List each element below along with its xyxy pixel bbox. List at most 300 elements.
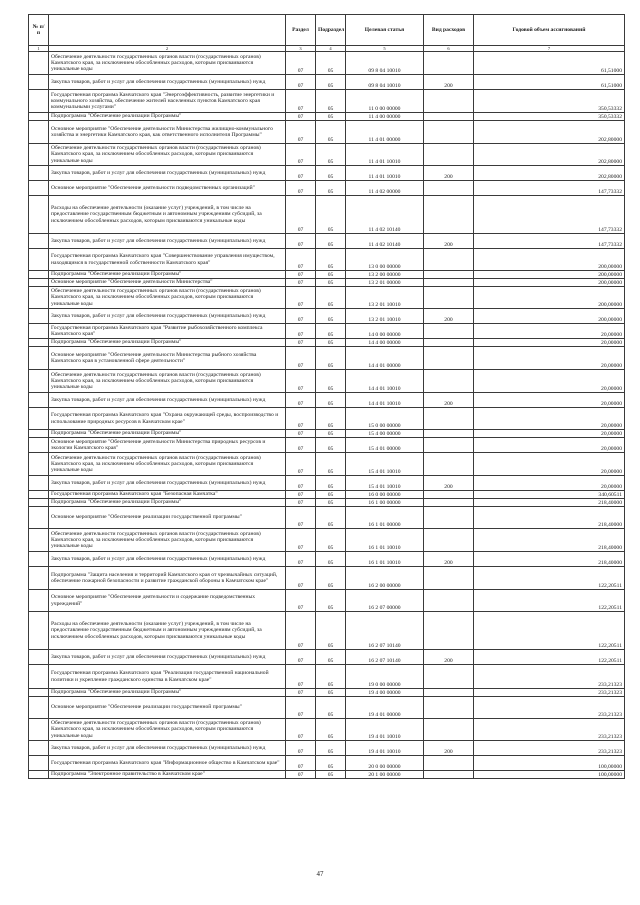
num-cell: [29, 121, 49, 144]
row-amount: 218,40000: [474, 552, 625, 567]
row-section: 07: [286, 249, 316, 271]
row-target: 15 4 01 00000: [346, 438, 424, 453]
row-target: 16 2 07 00000: [346, 590, 424, 612]
row-subsection: 05: [316, 438, 346, 453]
row-amount: 233,21323: [474, 689, 625, 697]
row-name: Государственная программа Камчатского края "Охрана окружающей среды, воспроизводство и использование природных ресурсов в Камчатском крае": [49, 408, 286, 430]
row-subsection: 05: [316, 665, 346, 689]
row-section: 07: [286, 697, 316, 719]
table-row: [29, 665, 625, 689]
row-section: 07: [286, 689, 316, 697]
row-amount: 147,73332: [474, 196, 625, 234]
row-section: 07: [286, 741, 316, 756]
row-expense: [424, 438, 474, 453]
row-name: Основное мероприятие "Обеспечение деятельности Министерства природных ресурсов и экологии Камчатского края": [49, 438, 286, 453]
table-row: [29, 324, 625, 339]
row-name: Обеспечение деятельности государственных органов власти (государственных органов) Камчатского края, за исключением обособленных расходов, которым присваиваются уникальные коды: [49, 287, 286, 309]
num-cell: [29, 52, 49, 75]
num-cell: [29, 339, 49, 347]
row-amount: 218,40000: [474, 529, 625, 552]
budget-table: [28, 14, 625, 779]
table-row: [29, 113, 625, 121]
row-expense: [424, 279, 474, 287]
row-target: 14 4 00 00000: [346, 339, 424, 347]
row-expense: [424, 52, 474, 75]
row-name: Государственная программа Камчатского края "Реализация государственной национальной политики и укрепление гражданского единства в Камчатском крае": [49, 665, 286, 689]
row-target: 19 4 01 10010: [346, 741, 424, 756]
table-row: [29, 75, 625, 90]
row-section: 07: [286, 650, 316, 665]
table-row: [29, 438, 625, 453]
row-amount: 200,00000: [474, 249, 625, 271]
num-cell: [29, 741, 49, 756]
num-cell: [29, 612, 49, 650]
row-target: 14 4 01 10010: [346, 393, 424, 408]
row-target: 11 4 01 10010: [346, 166, 424, 181]
row-subsection: 05: [316, 567, 346, 590]
row-section: 07: [286, 453, 316, 476]
num-cell: [29, 453, 49, 476]
row-expense: [424, 719, 474, 741]
row-section: 07: [286, 719, 316, 741]
row-name: Закупка товаров, работ и услуг для обеспечения государственных (муниципальных) нужд: [49, 75, 286, 90]
table-row: [29, 408, 625, 430]
row-name: Государственная программа Камчатского края "Информационное общество в Камчатском крае": [49, 756, 286, 771]
row-target: 15 4 01 10010: [346, 453, 424, 476]
row-target: 11 0 00 00000: [346, 90, 424, 113]
row-name: Основное мероприятие "Обеспечение деятельности и содержание подведомственных учреждений": [49, 590, 286, 612]
table-row: [29, 249, 625, 271]
row-subsection: 05: [316, 756, 346, 771]
row-target: 13 2 01 00000: [346, 279, 424, 287]
row-name: Подпрограмма "Обеспечение реализации Программы": [49, 430, 286, 438]
row-subsection: 05: [316, 476, 346, 491]
row-expense: 200: [424, 650, 474, 665]
table-row: [29, 309, 625, 324]
num-cell: [29, 430, 49, 438]
row-amount: 340,60511: [474, 491, 625, 499]
row-name: Закупка товаров, работ и услуг для обеспечения государственных (муниципальных) нужд: [49, 393, 286, 408]
row-target: 11 4 00 00000: [346, 113, 424, 121]
row-target: 19 4 01 00000: [346, 697, 424, 719]
row-subsection: 05: [316, 347, 346, 370]
row-subsection: 05: [316, 75, 346, 90]
num-cell: [29, 181, 49, 196]
num-cell: [29, 287, 49, 309]
row-section: 07: [286, 438, 316, 453]
num-cell: [29, 279, 49, 287]
row-name: Обеспечение деятельности государственных органов власти (государственных органов) Камчатского края, за исключением обособленных расходов, которым присваиваются уникальные коды: [49, 52, 286, 75]
row-name: Основное мероприятие "Обеспечение деятельности подведомственных организаций": [49, 181, 286, 196]
row-target: 20 0 00 00000: [346, 756, 424, 771]
row-section: 07: [286, 665, 316, 689]
row-subsection: 05: [316, 430, 346, 438]
row-expense: 200: [424, 552, 474, 567]
row-amount: 20,00000: [474, 339, 625, 347]
row-section: 07: [286, 491, 316, 499]
num-cell: [29, 166, 49, 181]
row-subsection: 05: [316, 771, 346, 779]
row-subsection: 05: [316, 719, 346, 741]
col-header-annual: Годовой объем ассигнований: [474, 15, 625, 46]
row-target: 11 4 02 10140: [346, 234, 424, 249]
row-expense: [424, 287, 474, 309]
table-row: [29, 279, 625, 287]
row-subsection: 05: [316, 52, 346, 75]
row-name: Основное мероприятие "Обеспечение деятельности Министерства рыбного хозяйства Камчатского края в установленной сфере деятельности": [49, 347, 286, 370]
table-row: [29, 287, 625, 309]
row-amount: 147,73332: [474, 234, 625, 249]
num-cell: [29, 771, 49, 779]
row-expense: [424, 507, 474, 529]
row-section: 07: [286, 90, 316, 113]
row-amount: 100,00000: [474, 771, 625, 779]
row-target: 19 4 01 10010: [346, 719, 424, 741]
row-name: Подпрограмма "Защита населения и территорий Камчатского края от чрезвычайных ситуаций, обеспечение пожарной безопасности и развитие гражданской обороны в Камчатском крае": [49, 567, 286, 590]
num-cell: [29, 756, 49, 771]
row-target: 16 2 00 00000: [346, 567, 424, 590]
table-header-row: [29, 15, 625, 46]
num-cell: [29, 650, 49, 665]
col-number: 3: [286, 46, 316, 52]
row-name: Государственная программа Камчатского края "Развитие рыбохозяйственного комплекса Камчатского края": [49, 324, 286, 339]
col-header-expense: Вид расходов: [424, 15, 474, 46]
row-name: Расходы на обеспечение деятельности (оказание услуг) учреждений, в том числе на предоставление государственным бюджетным и автономным учреждениям субсидий, за исключением обособленных расходов, которым присваиваются уникальные коды: [49, 196, 286, 234]
row-name: Подпрограмма "Электронное правительство в Камчатском крае": [49, 771, 286, 779]
num-cell: [29, 697, 49, 719]
table-row: [29, 650, 625, 665]
table-row: [29, 166, 625, 181]
row-amount: 202,80000: [474, 166, 625, 181]
table-row: [29, 590, 625, 612]
col-header-target: Целевая статья: [346, 15, 424, 46]
table-row: [29, 741, 625, 756]
col-number: 2: [49, 46, 286, 52]
row-target: 14 4 01 00000: [346, 347, 424, 370]
row-subsection: 05: [316, 249, 346, 271]
row-subsection: 05: [316, 491, 346, 499]
row-expense: [424, 113, 474, 121]
table-row: [29, 499, 625, 507]
row-section: 07: [286, 309, 316, 324]
num-cell: [29, 689, 49, 697]
row-amount: 200,00000: [474, 287, 625, 309]
row-name: Основное мероприятие "Обеспечение деятельности Министерства": [49, 279, 286, 287]
row-section: 07: [286, 507, 316, 529]
row-subsection: 05: [316, 612, 346, 650]
row-expense: [424, 408, 474, 430]
col-header-subsection: Подраздел: [316, 15, 346, 46]
row-subsection: 05: [316, 121, 346, 144]
num-cell: [29, 491, 49, 499]
row-subsection: 05: [316, 181, 346, 196]
table-row: [29, 121, 625, 144]
row-target: 14 4 01 10010: [346, 370, 424, 393]
row-target: 13 2 00 00000: [346, 271, 424, 279]
row-expense: 200: [424, 393, 474, 408]
num-cell: [29, 144, 49, 166]
row-name: Подпрограмма "Обеспечение реализации Программы": [49, 113, 286, 121]
num-cell: [29, 249, 49, 271]
row-subsection: 05: [316, 279, 346, 287]
num-cell: [29, 90, 49, 113]
row-section: 07: [286, 529, 316, 552]
table-row: [29, 271, 625, 279]
row-expense: [424, 499, 474, 507]
table-row: [29, 612, 625, 650]
row-subsection: 05: [316, 113, 346, 121]
row-expense: [424, 491, 474, 499]
num-cell: [29, 196, 49, 234]
row-name: Закупка товаров, работ и услуг для обеспечения государственных (муниципальных) нужд: [49, 234, 286, 249]
row-section: 07: [286, 279, 316, 287]
row-expense: [424, 249, 474, 271]
row-name: Основное мероприятие "Обеспечение реализации государственной программы": [49, 507, 286, 529]
row-name: Государственная программа Камчатского края "Энергоэффективность, развитие энергетики и коммунального хозяйства, обеспечение жителей населенных пунктов Камчатского края коммунальными услугами": [49, 90, 286, 113]
page-number: 47: [316, 870, 324, 878]
row-section: 07: [286, 370, 316, 393]
row-subsection: 05: [316, 552, 346, 567]
row-target: 16 2 07 10140: [346, 612, 424, 650]
row-target: 13 0 00 00000: [346, 249, 424, 271]
table-body: [29, 52, 625, 779]
row-subsection: 05: [316, 529, 346, 552]
row-amount: 20,00000: [474, 430, 625, 438]
row-section: 07: [286, 121, 316, 144]
row-name: Обеспечение деятельности государственных органов власти (государственных органов) Камчатского края, за исключением обособленных расходов, которым присваиваются уникальные коды: [49, 370, 286, 393]
row-target: 16 1 01 10010: [346, 529, 424, 552]
row-amount: 20,00000: [474, 438, 625, 453]
row-subsection: 05: [316, 287, 346, 309]
row-expense: [424, 529, 474, 552]
row-expense: [424, 665, 474, 689]
row-target: 16 1 00 00000: [346, 499, 424, 507]
row-section: 07: [286, 756, 316, 771]
table-row: [29, 689, 625, 697]
row-section: 07: [286, 612, 316, 650]
table-row: [29, 52, 625, 75]
row-target: 13 2 01 10010: [346, 309, 424, 324]
col-header-num: № п/п: [29, 15, 49, 46]
table-row: [29, 181, 625, 196]
row-section: 07: [286, 324, 316, 339]
col-number: 5: [346, 46, 424, 52]
row-target: 16 1 01 00000: [346, 507, 424, 529]
row-amount: 20,00000: [474, 408, 625, 430]
num-cell: [29, 75, 49, 90]
table-row: [29, 491, 625, 499]
row-subsection: 05: [316, 499, 346, 507]
row-subsection: 05: [316, 339, 346, 347]
row-section: 07: [286, 166, 316, 181]
row-expense: [424, 370, 474, 393]
row-section: 07: [286, 567, 316, 590]
budget-sheet: [28, 14, 624, 779]
row-name: Подпрограмма "Обеспечение реализации Программы": [49, 339, 286, 347]
row-expense: 200: [424, 234, 474, 249]
num-cell: [29, 590, 49, 612]
row-subsection: 05: [316, 393, 346, 408]
row-name: Основное мероприятие "Обеспечение реализации государственной программы": [49, 697, 286, 719]
row-target: 16 1 01 10010: [346, 552, 424, 567]
row-section: 07: [286, 144, 316, 166]
row-subsection: 05: [316, 741, 346, 756]
row-expense: [424, 567, 474, 590]
row-amount: 20,00000: [474, 324, 625, 339]
num-cell: [29, 271, 49, 279]
num-cell: [29, 507, 49, 529]
row-section: 07: [286, 476, 316, 491]
num-cell: [29, 408, 49, 430]
row-amount: 122,20511: [474, 590, 625, 612]
num-cell: [29, 113, 49, 121]
row-name: Подпрограмма "Обеспечение реализации Программы": [49, 689, 286, 697]
row-expense: [424, 697, 474, 719]
row-expense: [424, 324, 474, 339]
row-amount: 20,00000: [474, 347, 625, 370]
col-number: 1: [29, 46, 49, 52]
row-name: Обеспечение деятельности государственных органов власти (государственных органов) Камчатского края, за исключением обособленных расходов, которым присваиваются уникальные коды: [49, 144, 286, 166]
table-row: [29, 771, 625, 779]
row-subsection: 05: [316, 507, 346, 529]
row-amount: 20,00000: [474, 393, 625, 408]
row-amount: 200,00000: [474, 271, 625, 279]
num-cell: [29, 347, 49, 370]
row-amount: 233,21323: [474, 665, 625, 689]
row-amount: 61,51000: [474, 75, 625, 90]
num-cell: [29, 309, 49, 324]
row-expense: [424, 430, 474, 438]
row-subsection: 05: [316, 370, 346, 393]
table-row: [29, 476, 625, 491]
row-expense: [424, 271, 474, 279]
row-amount: 233,21323: [474, 697, 625, 719]
row-expense: [424, 347, 474, 370]
row-subsection: 05: [316, 144, 346, 166]
num-cell: [29, 529, 49, 552]
table-row: [29, 507, 625, 529]
row-target: 15 0 00 00000: [346, 408, 424, 430]
table-row: [29, 144, 625, 166]
row-name: Закупка товаров, работ и услуг для обеспечения государственных (муниципальных) нужд: [49, 309, 286, 324]
row-target: 19 0 00 00000: [346, 665, 424, 689]
num-cell: [29, 393, 49, 408]
row-subsection: 05: [316, 324, 346, 339]
table-row: [29, 697, 625, 719]
row-amount: 218,40000: [474, 507, 625, 529]
row-amount: 350,53332: [474, 90, 625, 113]
row-amount: 100,00000: [474, 756, 625, 771]
num-cell: [29, 370, 49, 393]
row-subsection: 05: [316, 408, 346, 430]
row-name: Закупка товаров, работ и услуг для обеспечения государственных (муниципальных) нужд: [49, 552, 286, 567]
row-expense: [424, 90, 474, 113]
row-amount: 202,80000: [474, 144, 625, 166]
row-target: 15 4 01 10010: [346, 476, 424, 491]
row-name: Закупка товаров, работ и услуг для обеспечения государственных (муниципальных) нужд: [49, 650, 286, 665]
row-section: 07: [286, 113, 316, 121]
row-section: 07: [286, 499, 316, 507]
row-section: 07: [286, 347, 316, 370]
row-target: 20 1 00 00000: [346, 771, 424, 779]
table-row: [29, 552, 625, 567]
row-amount: 20,00000: [474, 370, 625, 393]
table-row: [29, 756, 625, 771]
row-target: 11 4 01 10010: [346, 144, 424, 166]
row-section: 07: [286, 393, 316, 408]
row-section: 07: [286, 196, 316, 234]
row-section: 07: [286, 771, 316, 779]
row-amount: 122,20511: [474, 612, 625, 650]
row-amount: 202,80000: [474, 121, 625, 144]
row-name: Подпрограмма "Обеспечение реализации Программы": [49, 271, 286, 279]
row-amount: 200,00000: [474, 309, 625, 324]
num-cell: [29, 719, 49, 741]
row-expense: [424, 590, 474, 612]
row-amount: 20,00000: [474, 476, 625, 491]
row-expense: [424, 771, 474, 779]
table-row: [29, 196, 625, 234]
num-cell: [29, 665, 49, 689]
num-cell: [29, 234, 49, 249]
row-section: 07: [286, 408, 316, 430]
row-target: 09 8 04 10010: [346, 75, 424, 90]
row-subsection: 05: [316, 166, 346, 181]
row-subsection: 05: [316, 650, 346, 665]
row-amount: 122,20511: [474, 567, 625, 590]
row-name: Подпрограмма "Обеспечение реализации Программы": [49, 499, 286, 507]
table-row: [29, 430, 625, 438]
row-amount: 122,20511: [474, 650, 625, 665]
num-cell: [29, 552, 49, 567]
table-row: [29, 339, 625, 347]
row-expense: [424, 612, 474, 650]
row-name: Государственная программа Камчатского края "Совершенствование управления имуществом, находящимся в государственной собственности Камчатского края": [49, 249, 286, 271]
row-section: 07: [286, 52, 316, 75]
num-cell: [29, 438, 49, 453]
row-amount: 350,53332: [474, 113, 625, 121]
row-name: Закупка товаров, работ и услуг для обеспечения государственных (муниципальных) нужд: [49, 476, 286, 491]
row-amount: 20,00000: [474, 453, 625, 476]
row-expense: 200: [424, 741, 474, 756]
row-expense: 200: [424, 166, 474, 181]
table-row: [29, 347, 625, 370]
row-section: 07: [286, 181, 316, 196]
row-target: 16 2 07 10140: [346, 650, 424, 665]
table-row: [29, 370, 625, 393]
row-amount: 200,00000: [474, 279, 625, 287]
row-section: 07: [286, 430, 316, 438]
row-section: 07: [286, 287, 316, 309]
row-target: 11 4 02 10140: [346, 196, 424, 234]
row-target: 19 4 00 00000: [346, 689, 424, 697]
row-amount: 233,21323: [474, 719, 625, 741]
col-number: 6: [424, 46, 474, 52]
row-subsection: 05: [316, 453, 346, 476]
col-number: 7: [474, 46, 625, 52]
row-section: 07: [286, 552, 316, 567]
table-row: [29, 529, 625, 552]
row-target: 13 2 01 10010: [346, 287, 424, 309]
row-expense: [424, 121, 474, 144]
row-expense: [424, 689, 474, 697]
row-target: 15 4 00 00000: [346, 430, 424, 438]
col-header-name: [49, 15, 286, 46]
row-expense: [424, 339, 474, 347]
row-amount: 218,40000: [474, 499, 625, 507]
table-row: [29, 234, 625, 249]
table-row: [29, 90, 625, 113]
